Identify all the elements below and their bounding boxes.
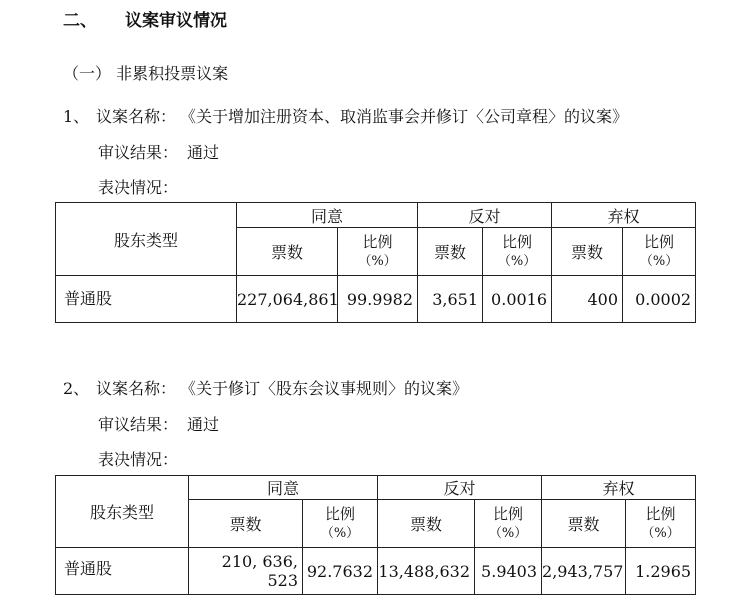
motion-name-label: 议案名称： [96,107,177,126]
ratio-header: 比例 （%） [623,228,696,276]
against-votes: 13,488,632 [378,548,475,595]
abstain-votes: 400 [552,276,623,323]
agree-header: 同意 [237,203,418,228]
subsection-title: （一） 非累积投票议案 [63,64,229,83]
agree-ratio: 92.7632 [303,548,378,595]
motion-name: 《关于修订〈股东会议事规则〉的议案》 [180,379,469,398]
result-label: 审议结果： [98,415,179,434]
shareholder-type-header: 股东类型 [56,203,237,276]
agree-header: 同意 [189,476,378,500]
abstain-ratio: 1.2965 [626,548,696,595]
votes-header: 票数 [237,228,338,276]
shareholder-type: 普通股 [56,276,237,323]
voting-table [55,475,696,595]
motion-name-label: 议案名称： [96,379,177,398]
motion-index: 1、 [63,107,90,126]
table-row [56,276,696,323]
agree-votes: 210, 636, 523 [189,548,303,595]
motion-index: 2、 [63,379,90,398]
abstain-ratio: 0.0002 [623,276,696,323]
votes-header: 票数 [418,228,483,276]
votes-header: 票数 [542,500,626,548]
ratio-header: 比例 （%） [483,228,552,276]
table-row [56,548,696,595]
abstain-header: 弃权 [552,203,696,228]
against-ratio: 0.0016 [483,276,552,323]
result-value: 通过 [187,143,220,162]
section-title: 议案审议情况 [125,11,227,31]
result-value: 通过 [187,415,220,434]
ratio-header: 比例 （%） [626,500,696,548]
votes-header: 票数 [189,500,303,548]
against-header: 反对 [418,203,552,228]
abstain-votes: 2,943,757 [542,548,626,595]
votes-header: 票数 [378,500,475,548]
ratio-header: 比例 （%） [338,228,418,276]
votes-header: 票数 [552,228,623,276]
voting-table [55,202,696,323]
result-label: 审议结果： [98,143,179,162]
agree-ratio: 99.9982 [338,276,418,323]
voting-label: 表决情况： [98,450,179,469]
ratio-header: 比例 （%） [303,500,378,548]
against-ratio: 5.9403 [475,548,542,595]
agree-votes: 227,064,861 [237,276,338,323]
against-header: 反对 [378,476,542,500]
motion-name: 《关于增加注册资本、取消监事会并修订〈公司章程〉的议案》 [180,107,629,126]
ratio-header: 比例 （%） [475,500,542,548]
section-number: 二、 [63,11,97,31]
abstain-header: 弃权 [542,476,696,500]
shareholder-type-header: 股东类型 [56,476,189,548]
against-votes: 3,651 [418,276,483,323]
voting-label: 表决情况： [98,178,179,197]
shareholder-type: 普通股 [56,548,189,595]
